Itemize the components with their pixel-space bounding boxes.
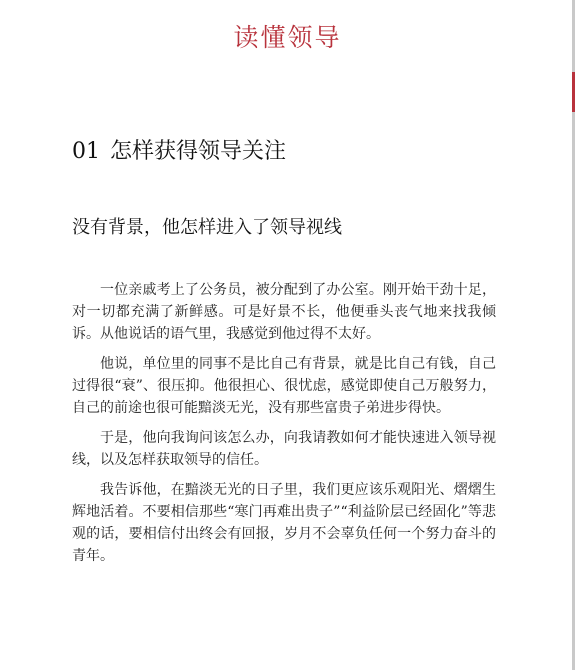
chapter-title: 怎样获得领导关注 <box>110 139 287 164</box>
body-text <box>72 279 496 575</box>
paragraph: 一位亲戚考上了公务员，被分配到了办公室。刚开始干劲十足，对一切都充满了新鲜感。可是好景不长，他便垂头丧气地来找我倾诉。从他说话的语气里，我感觉到他过得不太好。 <box>72 282 496 342</box>
chapter-heading <box>72 136 286 168</box>
book-title: 读懂领导 <box>233 23 342 52</box>
paragraph: 我告诉他，在黯淡无光的日子里，我们更应该乐观阳光、熠熠生辉地活着。不要相信那些“寒门再难出贵子”“利益阶层已经固化”等悲观的话，要相信付出终会有回报，岁月不会辜负任何一个努力奋斗的青年。 <box>72 482 496 564</box>
section-title: 没有背景，他怎样进入了领导视线 <box>72 217 342 238</box>
chapter-number: 01 <box>72 139 100 164</box>
paragraph: 他说，单位里的同事不是比自己有背景，就是比自己有钱，自己过得很“衰”、很压抑。他很担心、很忧虑，感觉即使自己万般努力，自己的前途也很可能黯淡无光，没有那些富贵子弟进步得快。 <box>72 356 496 416</box>
paragraph: 于是，他向我询问该怎么办，向我请教如何才能快速进入领导视线，以及怎样获取领导的信任。 <box>72 430 496 468</box>
